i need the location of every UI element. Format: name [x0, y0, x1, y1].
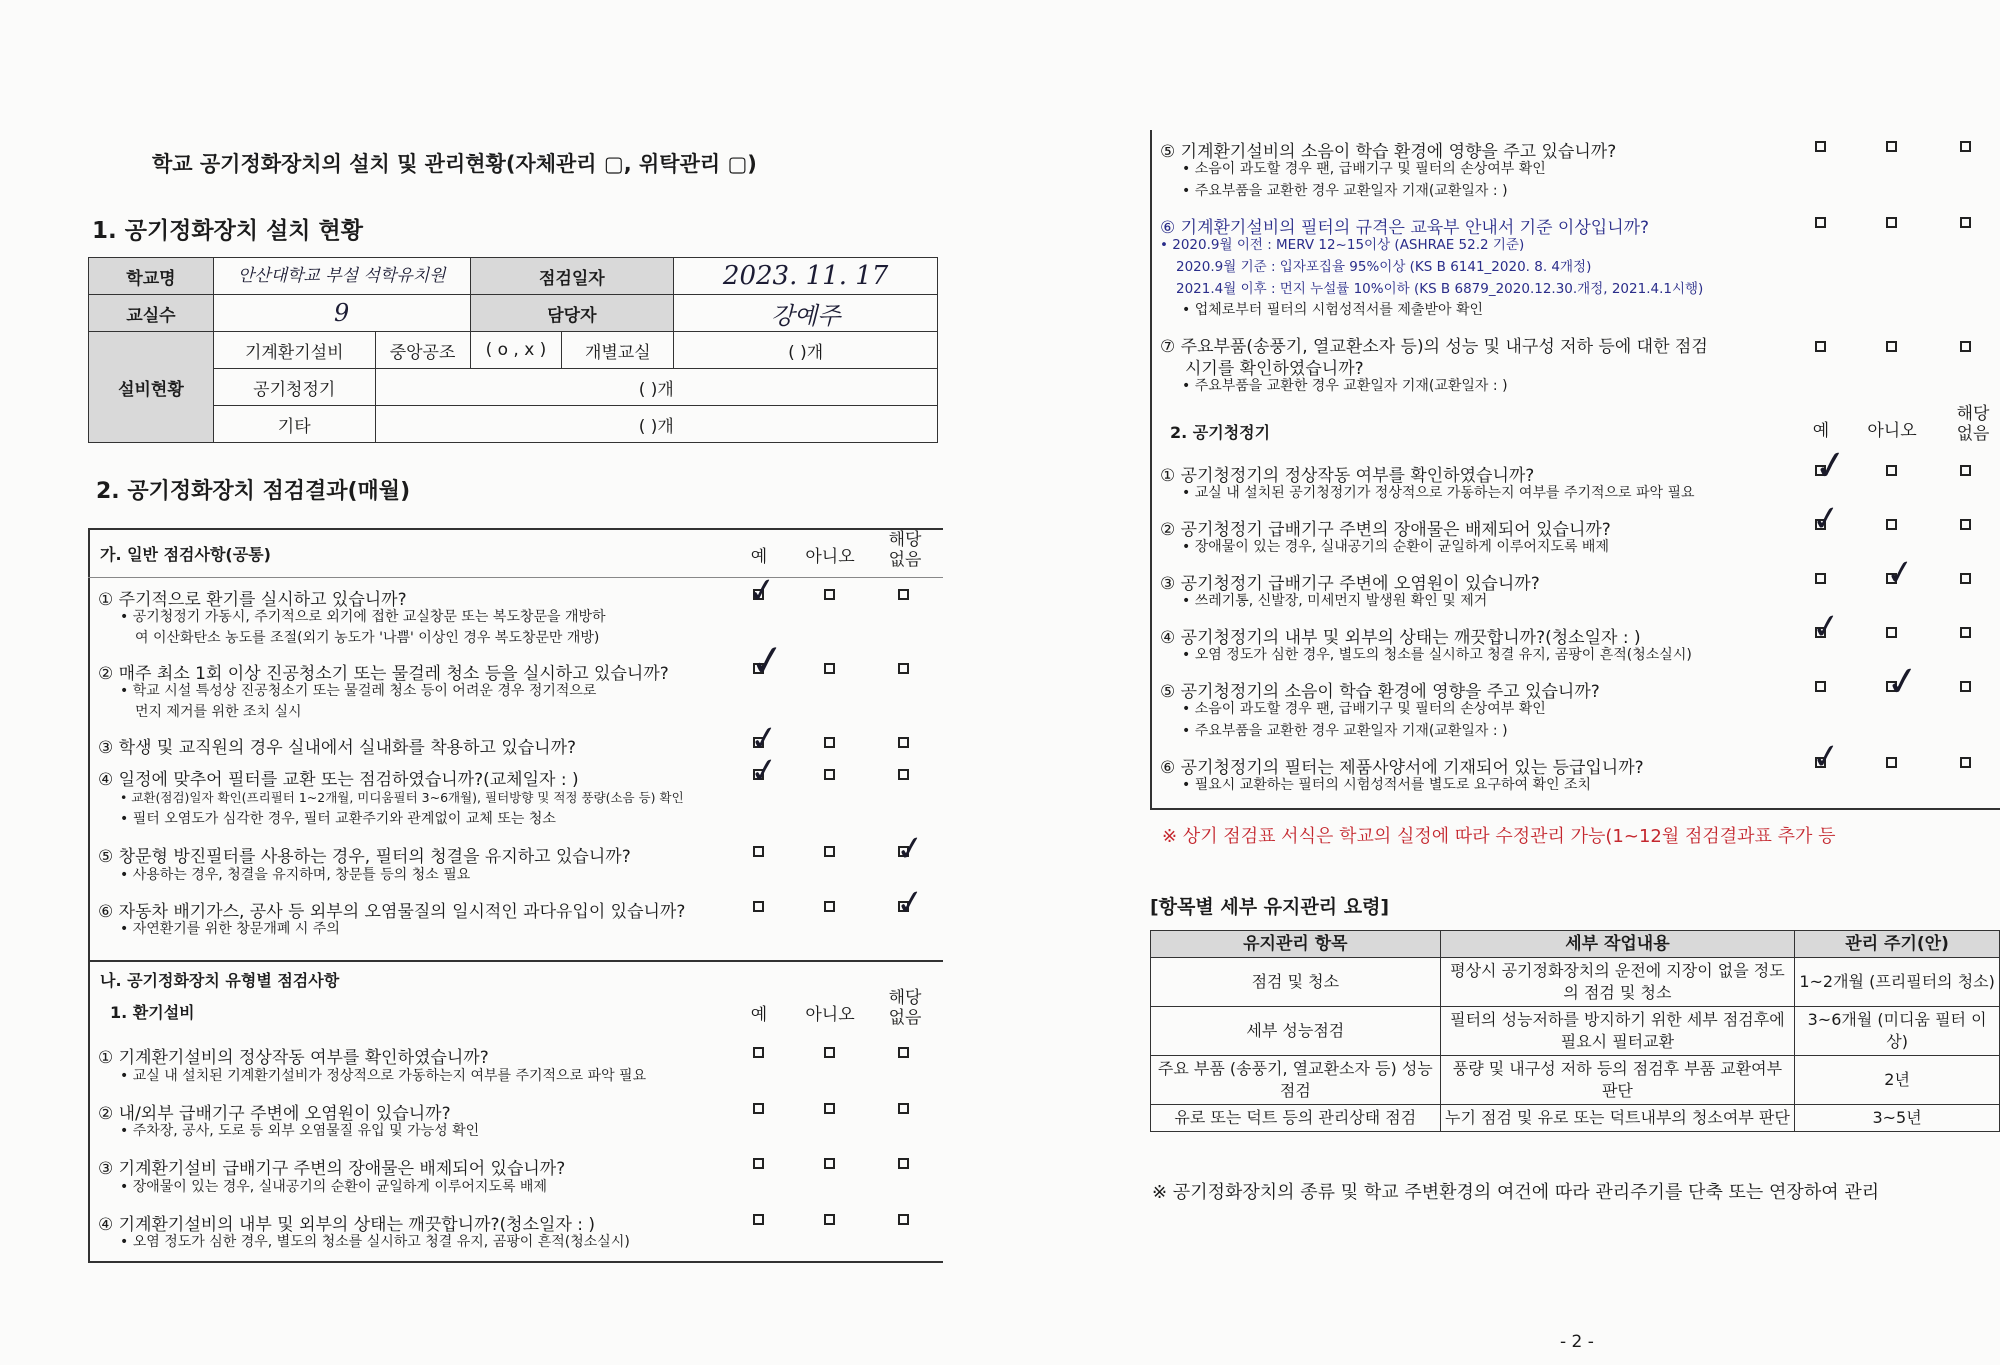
- q3-no-checkbox[interactable]: [824, 737, 835, 748]
- q1-na-checkbox[interactable]: [898, 589, 909, 600]
- vent-q6: ⑥ 기계환기설비의 필터의 규격은 교육부 안내서 기준 이상입니까?: [1160, 218, 1650, 238]
- vent-q3: ③ 기계환기설비 급배기구 주변의 장애물은 배제되어 있습니까?: [98, 1159, 566, 1179]
- general-q5: ⑤ 창문형 방진필터를 사용하는 경우, 필터의 청결을 유지하고 있습니까?: [98, 847, 631, 867]
- hand-check-mark: ✓: [747, 749, 782, 793]
- general-q1-note: • 공기청정기 가동시, 주기적으로 외기에 접한 교실창문 또는 복도창문을 개방하: [120, 609, 606, 625]
- col-na: [1948, 404, 1998, 444]
- note-form-modify: ※ 상기 점검표 서식은 학교의 실정에 따라 수정관리 가능(1~12월 점검결과표 추가 등: [1162, 826, 1836, 847]
- install-table: [88, 257, 938, 443]
- vent-q2: ② 내/외부 급배기구 주변에 오염원이 있습니까?: [98, 1104, 451, 1124]
- maint-cell: 3~5년: [1795, 1105, 2000, 1132]
- vent-q6-na-checkbox[interactable]: [1960, 217, 1971, 228]
- vent-q7-cont: 시기를 확인하였습니까?: [1185, 359, 1364, 379]
- hand-check-mark: ✓: [893, 881, 928, 925]
- vent-q3-na-checkbox[interactable]: [898, 1158, 909, 1169]
- purifier-label: 공기청정기: [213, 369, 375, 406]
- q1-no-checkbox[interactable]: [824, 589, 835, 600]
- q3-na-checkbox[interactable]: [898, 737, 909, 748]
- divider: [88, 577, 943, 578]
- col-yes: 예: [750, 1005, 768, 1025]
- central-label: 중앙공조: [375, 332, 470, 369]
- vent-q1-yes-checkbox[interactable]: [753, 1047, 764, 1058]
- vent-q4: ④ 기계환기설비의 내부 및 외부의 상태는 깨끗합니까?(청소일자 : ): [98, 1215, 596, 1235]
- hand-check-mark: ✓: [745, 569, 780, 613]
- purifier-q4-no-checkbox[interactable]: [1886, 627, 1897, 638]
- manager-value: 강예주: [674, 295, 938, 332]
- date-label: 점검일자: [470, 258, 674, 295]
- maint-cell: 필터의 성능저하를 방지하기 위한 세부 점검후에 필요시 필터교환: [1440, 1007, 1795, 1056]
- etc-label: 기타: [213, 406, 375, 443]
- manager-label: 담당자: [470, 295, 674, 332]
- vent-q1-no-checkbox[interactable]: [824, 1047, 835, 1058]
- maint-cell: 풍량 및 내구성 저하 등의 점검후 부품 교환여부 판단: [1440, 1056, 1795, 1105]
- vent-q7-na-checkbox[interactable]: [1960, 341, 1971, 352]
- vent-q4-no-checkbox[interactable]: [824, 1214, 835, 1225]
- divider: [88, 960, 943, 962]
- q5-yes-checkbox[interactable]: [753, 846, 764, 857]
- q4-no-checkbox[interactable]: [824, 769, 835, 780]
- vent-q7: ⑦ 주요부품(송풍기, 열교환소자 등)의 성능 및 내구성 저하 등에 대한 점검: [1160, 337, 1708, 357]
- purifier-q2-no-checkbox[interactable]: [1886, 519, 1897, 530]
- section1-title: 1. 공기정화장치 설치 현황: [92, 218, 363, 244]
- individual-label: 개별교실: [562, 332, 674, 369]
- general-q5-note: • 사용하는 경우, 청결을 유지하며, 창문틀 등의 청소 필요: [120, 867, 471, 883]
- maint-header: 유지관리 항목: [1151, 931, 1441, 958]
- vent-q2-na-checkbox[interactable]: [898, 1103, 909, 1114]
- vent-q4-yes-checkbox[interactable]: [753, 1214, 764, 1225]
- hand-check-mark: ✓: [1882, 656, 1923, 708]
- general-q4-note: • 교환(점검)일자 확인(프리필터 1~2개월, 미디움필터 3~6개월), 필터방향 및 적정 풍량(소음 등) 확인: [120, 790, 684, 805]
- maint-cell: 평상시 공기정화장치의 운전에 지장이 없을 정도의 점검 및 청소: [1440, 958, 1795, 1007]
- purifier-q1-note: • 교실 내 설치된 공기청정기가 정상적으로 가동하는지 여부를 주기적으로 파악 필요: [1182, 485, 1695, 501]
- purifier-q5-yes-checkbox[interactable]: [1815, 681, 1826, 692]
- vent-q3-no-checkbox[interactable]: [824, 1158, 835, 1169]
- purifier-q5-note: • 주요부품을 교환한 경우 교환일자 기재(교환일자 : ): [1182, 723, 1508, 739]
- col-na-line2: 없음: [1956, 424, 1990, 444]
- col-na-line1: 해당: [1956, 404, 1990, 424]
- hand-check-mark: ✓: [1809, 605, 1844, 649]
- maint-cell: 주요 부품 (송풍기, 열교환소자 등) 성능점검: [1151, 1056, 1441, 1105]
- hand-check-mark: ✓: [747, 717, 782, 761]
- vent-q1-note: • 교실 내 설치된 기계환기설비가 정상적으로 가동하는지 여부를 주기적으로 파악 필요: [120, 1068, 647, 1084]
- purifier-q6: ⑥ 공기청정기의 필터는 제품사양서에 기재되어 있는 등급입니까?: [1160, 758, 1644, 778]
- general-q2-note: • 학교 시설 특성상 진공청소기 또는 물걸레 청소 등이 어려운 경우 정기적으로: [120, 683, 597, 699]
- hand-check-mark: ✓: [1883, 551, 1918, 595]
- maint-cell: 3~6개월 (미디움 필터 이상): [1795, 1007, 2000, 1056]
- vent-q6-note: • 업체로부터 필터의 시험성적서를 제출받아 확인: [1182, 302, 1483, 318]
- vent-q3-note: • 장애물이 있는 경우, 실내공기의 순환이 균일하게 이루어지도록 배제: [120, 1179, 547, 1195]
- equip-label: 설비현황: [89, 332, 214, 443]
- purifier-q1-no-checkbox[interactable]: [1886, 465, 1897, 476]
- mech-vent-label: 기계환기설비: [213, 332, 375, 369]
- col-no: 아니오: [805, 547, 855, 567]
- col-na-line2: 없음: [888, 550, 922, 570]
- purifier-q3-yes-checkbox[interactable]: [1815, 573, 1826, 584]
- hand-check-mark: ✓: [746, 633, 789, 688]
- vent-q5-note: • 주요부품을 교환한 경우 교환일자 기재(교환일자 : ): [1182, 183, 1508, 199]
- purifier-sub: 2. 공기청정기: [1170, 423, 1271, 442]
- type-header: 나. 공기정화장치 유형별 점검사항: [100, 971, 340, 990]
- vent-q7-yes-checkbox[interactable]: [1815, 341, 1826, 352]
- col-na-line2: 없음: [888, 1008, 922, 1028]
- purifier-q6-no-checkbox[interactable]: [1886, 757, 1897, 768]
- purifier-q2-note: • 장애물이 있는 경우, 실내공기의 순환이 균일하게 이루어지도록 배제: [1182, 539, 1609, 555]
- class-value: 9: [213, 295, 470, 332]
- maint-cell: 누기 점검 및 유로 또는 덕트내부의 청소여부 판단: [1440, 1105, 1795, 1132]
- purifier-q3: ③ 공기청정기 급배기구 주변에 오염원이 있습니까?: [1160, 574, 1540, 594]
- school-value: 안산대학교 부설 석학유치원: [213, 258, 470, 295]
- general-q4: ④ 일정에 맞추어 필터를 교환 또는 점검하였습니까?(교체일자 : ): [98, 770, 579, 790]
- q4-na-checkbox[interactable]: [898, 769, 909, 780]
- purifier-value: ( )개: [375, 369, 937, 406]
- q2-na-checkbox[interactable]: [898, 663, 909, 674]
- hand-check-mark: ✓: [1810, 440, 1851, 492]
- maint-header: 세부 작업내용: [1440, 931, 1795, 958]
- purifier-q3-na-checkbox[interactable]: [1960, 573, 1971, 584]
- col-yes: 예: [750, 547, 768, 567]
- vent-q1-na-checkbox[interactable]: [898, 1047, 909, 1058]
- col-na: [880, 988, 930, 1028]
- col-no: 아니오: [805, 1005, 855, 1025]
- q2-no-checkbox[interactable]: [824, 663, 835, 674]
- general-q6-note: • 자연환기를 위한 창문개폐 시 주의: [120, 921, 340, 937]
- maint-title: [항목별 세부 유지관리 요령]: [1150, 896, 1390, 918]
- vent-q5-no-checkbox[interactable]: [1886, 141, 1897, 152]
- vent-q2-note: • 주차장, 공사, 도로 등 외부 오염물질 유입 및 가능성 확인: [120, 1123, 480, 1139]
- col-na-line1: 해당: [888, 530, 922, 550]
- vent-q5-yes-checkbox[interactable]: [1815, 141, 1826, 152]
- general-q1: ① 주기적으로 환기를 실시하고 있습니까?: [98, 590, 407, 610]
- purifier-q5-note: • 소음이 과도할 경우 팬, 급배기구 및 필터의 손상여부 확인: [1182, 701, 1546, 717]
- vent-q2-yes-checkbox[interactable]: [753, 1103, 764, 1114]
- general-q1-note: 여 이산화탄소 농도를 조절(외기 농도가 '나쁨' 이상인 경우 복도창문만 개방): [135, 630, 600, 646]
- maint-table: [1150, 930, 2000, 1132]
- hand-check-mark: ✓: [1809, 497, 1844, 541]
- hand-check-mark: ✓: [893, 827, 928, 871]
- vent-q7-note: • 주요부품을 교환한 경우 교환일자 기재(교환일자 : ): [1182, 378, 1508, 394]
- class-label: 교실수: [89, 295, 214, 332]
- general-q2: ② 매주 최소 1회 이상 진공청소기 또는 물걸레 청소 등을 실시하고 있습니까?: [98, 664, 669, 684]
- date-value: 2023. 11. 17: [674, 258, 938, 295]
- vent-q4-na-checkbox[interactable]: [898, 1214, 909, 1225]
- page-number: - 2 -: [1560, 1332, 1594, 1352]
- purifier-q5-na-checkbox[interactable]: [1960, 681, 1971, 692]
- vent-q6-note: • 2020.9월 이전 : MERV 12~15이상 (ASHRAE 52.2 기준): [1160, 237, 1525, 253]
- vent-q1: ① 기계환기설비의 정상작동 여부를 확인하였습니까?: [98, 1048, 489, 1068]
- page-title: 학교 공기정화장치의 설치 및 관리현황(자체관리 ▢, 위탁관리 ▢): [152, 152, 757, 176]
- vent-q6-no-checkbox[interactable]: [1886, 217, 1897, 228]
- vent-q2-no-checkbox[interactable]: [824, 1103, 835, 1114]
- maint-cell: 1~2개월 (프리필터의 청소): [1795, 958, 2000, 1007]
- purifier-q6-note: • 필요시 교환하는 필터의 시험성적서를 별도로 요구하여 확인 조치: [1182, 777, 1592, 793]
- vent-q5: ⑤ 기계환기설비의 소음이 학습 환경에 영향을 주고 있습니까?: [1160, 142, 1617, 162]
- vent-q6-note: 2021.4월 이후 : 먼지 누설률 10%이하 (KS B 6879_2020.12.30.개정, 2021.4.1시행): [1176, 281, 1704, 297]
- purifier-q2-na-checkbox[interactable]: [1960, 519, 1971, 530]
- col-yes: 예: [1812, 421, 1830, 441]
- vent-q4-note: • 오염 정도가 심한 경우, 별도의 청소를 실시하고 청결 유지, 곰팡이 흔적(청소실시): [120, 1234, 630, 1250]
- maint-cell: 유로 또는 덕트 등의 관리상태 점검: [1151, 1105, 1441, 1132]
- maint-header: 관리 주기(안): [1795, 931, 2000, 958]
- general-q4-note: • 필터 오염도가 심각한 경우, 필터 교환주기와 관계없이 교체 또는 청소: [120, 811, 556, 827]
- purifier-q4: ④ 공기청정기의 내부 및 외부의 상태는 깨끗합니까?(청소일자 : ): [1160, 628, 1641, 648]
- type-sub1: 1. 환기설비: [110, 1003, 195, 1022]
- general-header: 가. 일반 점검사항(공통): [100, 545, 271, 564]
- maint-cell: 세부 성능점검: [1151, 1007, 1441, 1056]
- q6-yes-checkbox[interactable]: [753, 901, 764, 912]
- maint-cell: 점검 및 청소: [1151, 958, 1441, 1007]
- purifier-q4-na-checkbox[interactable]: [1960, 627, 1971, 638]
- school-label: 학교명: [89, 258, 214, 295]
- purifier-q4-note: • 오염 정도가 심한 경우, 별도의 청소를 실시하고 청결 유지, 곰팡이 흔적(청소실시): [1182, 647, 1692, 663]
- central-value: ( o , x ): [470, 332, 562, 369]
- individual-value: ( )개: [674, 332, 938, 369]
- col-na-line1: 해당: [888, 988, 922, 1008]
- etc-value: ( )개: [375, 406, 937, 443]
- section2-title: 2. 공기정화장치 점검결과(매월): [96, 479, 411, 504]
- vent-q7-no-checkbox[interactable]: [1886, 341, 1897, 352]
- purifier-q5: ⑤ 공기청정기의 소음이 학습 환경에 영향을 주고 있습니까?: [1160, 682, 1600, 702]
- hand-check-mark: ✓: [1809, 735, 1844, 779]
- vent-q3-yes-checkbox[interactable]: [753, 1158, 764, 1169]
- vent-q5-na-checkbox[interactable]: [1960, 141, 1971, 152]
- vent-q6-yes-checkbox[interactable]: [1815, 217, 1826, 228]
- vent-q5-note: • 소음이 과도할 경우 팬, 급배기구 및 필터의 손상여부 확인: [1182, 161, 1546, 177]
- purifier-q6-na-checkbox[interactable]: [1960, 757, 1971, 768]
- purifier-q1: ① 공기청정기의 정상작동 여부를 확인하였습니까?: [1160, 466, 1535, 486]
- general-q3: ③ 학생 및 교직원의 경우 실내에서 실내화를 착용하고 있습니까?: [98, 738, 577, 758]
- general-q6: ⑥ 자동차 배기가스, 공사 등 외부의 오염물질의 일시적인 과다유입이 있습니까?: [98, 902, 686, 922]
- q6-no-checkbox[interactable]: [824, 901, 835, 912]
- q5-no-checkbox[interactable]: [824, 846, 835, 857]
- purifier-q3-note: • 쓰레기통, 신발장, 미세먼지 발생원 확인 및 제거: [1182, 593, 1488, 609]
- purifier-q2: ② 공기청정기 급배기구 주변의 장애물은 배제되어 있습니까?: [1160, 520, 1611, 540]
- general-q2-note: 먼지 제거를 위한 조치 실시: [135, 704, 302, 720]
- maint-cell: 2년: [1795, 1056, 2000, 1105]
- col-na: [880, 530, 930, 570]
- col-no: 아니오: [1867, 421, 1917, 441]
- vent-q6-note: 2020.9월 기준 : 입자포집율 95%이상 (KS B 6141_2020. 8. 4개정): [1176, 259, 1592, 275]
- note-cycle: ※ 공기정화장치의 종류 및 학교 주변환경의 여건에 따라 관리주기를 단축 또는 연장하여 관리: [1152, 1182, 1880, 1203]
- purifier-q1-na-checkbox[interactable]: [1960, 465, 1971, 476]
